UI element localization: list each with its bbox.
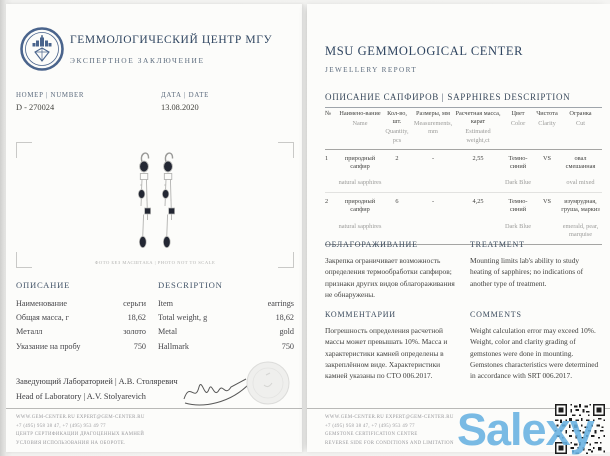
desc-row: [158, 340, 294, 354]
col-header-clarity: Чистота Clarity: [536, 110, 558, 128]
desc-label: Item: [158, 299, 174, 308]
desc-label: Наименование: [16, 299, 68, 308]
cell-color-en: Dark Blue: [504, 222, 532, 230]
comments-section-ru: [325, 310, 463, 381]
cell-weight: 4,25: [472, 198, 484, 206]
msu-logo-seal-icon: [19, 26, 65, 72]
table-row-translation: [325, 179, 602, 187]
cell-name-en: natural sapphires: [338, 222, 382, 230]
footer-conditions-ru: УСЛОВИЯ ИСПОЛЬЗОВАНИЯ НА ОБОРОТЕ.: [16, 440, 126, 446]
treatment-section-en: [470, 240, 602, 289]
col-header-quantity: Кол-во, шт. Quantity, pcs: [385, 110, 409, 144]
comments-body-en: Weight calculation error may exceed 10%. Weight, color and clarity grading of gemstones were done in mounting. Gemstones characteristics were determined in accordance with SRT 006.2017.: [470, 326, 599, 380]
col-header-cut: Огранка Cut: [569, 110, 592, 128]
cell-quantity: 2: [395, 154, 399, 162]
desc-label: Metal: [158, 327, 178, 337]
desc-row: [158, 325, 294, 339]
desc-row: [16, 340, 146, 354]
description-column-en: [158, 280, 294, 354]
desc-label: Hallmark: [158, 341, 189, 351]
sapphires-table-header: [325, 110, 602, 150]
cell-num: 1: [325, 154, 329, 162]
cell-clarity: VS: [542, 154, 552, 162]
footer-phones: +7 (495) 958 38 47, +7 (495) 953 49 77: [16, 423, 106, 429]
desc-row: [16, 297, 146, 311]
desc-row: [16, 311, 146, 325]
photo-caption: ФОТО БЕЗ МАСШТАБА | PHOTO NOT TO SCALE: [94, 260, 216, 265]
number-value: D - 270024: [16, 103, 55, 112]
description-column-ru: [16, 280, 146, 354]
desc-value: 750: [281, 341, 294, 351]
lab-stamp-seal: [244, 359, 292, 407]
cell-cut-ru: изумрудная, груша, маркиз: [561, 198, 600, 214]
cell-size: -: [431, 198, 435, 206]
cell-name-en: natural sapphires: [338, 179, 382, 187]
desc-label: Total weight, g: [158, 313, 208, 323]
treatment-body-en: Mounting limits lab's ability to study heating of sapphires; no indications of another type of treatment.: [470, 256, 584, 288]
desc-value: 18,62: [275, 313, 294, 323]
cell-color-en: Dark Blue: [504, 179, 532, 187]
report-number-block: [16, 92, 84, 112]
salexy-watermark: Salexy: [457, 404, 594, 455]
footer-centre-name-ru: ЦЕНТР СЕРТИФИКАЦИИ ДРАГОЦЕННЫХ КАМНЕЙ: [16, 432, 145, 438]
cell-name-ru: природный сапфир: [344, 198, 376, 214]
treatment-body-ru: Закрепка ограничивает возможность определения термообработки сапфиров; признаки других видов облагораживания не обнаружены.: [325, 256, 455, 299]
org-subtitle-ru: ЭКСПЕРТНОЕ ЗАКЛЮЧЕНИЕ: [70, 56, 205, 65]
footer-conditions-en: REVERSE SIDE FOR CONDITIONS AND LIMITATION: [325, 440, 454, 446]
cell-color-ru: Темно-синий: [508, 154, 528, 170]
treatment-section-ru: [325, 240, 463, 300]
org-title-en: MSU GEMMOLOGICAL CENTER: [325, 44, 524, 58]
certificate-page-left: [6, 4, 302, 452]
date-value: 13.08.2020: [161, 103, 199, 112]
desc-label: Общая масса, г: [16, 313, 70, 323]
desc-row: [158, 311, 294, 325]
item-photo-frame: [16, 142, 294, 268]
desc-value: earrings: [267, 299, 294, 308]
cell-size: -: [431, 154, 435, 162]
crop-corner-icon: [278, 142, 294, 158]
desc-label: Металл: [16, 327, 43, 337]
col-header-weight: Расчетная масса, карат Estimated weight,ct: [455, 110, 501, 144]
desc-label: Указание на пробу: [16, 341, 81, 351]
desc-row: [158, 297, 294, 311]
cell-cut-en: oval mixed: [566, 179, 595, 187]
cell-cut-ru: овал смешанная: [565, 154, 596, 170]
cell-weight: 2,55: [472, 154, 484, 162]
desc-value: 18,62: [127, 313, 146, 323]
table-row: [325, 193, 602, 245]
org-title-ru: ГЕММОЛОГИЧЕСКИЙ ЦЕНТР МГУ: [70, 34, 273, 46]
desc-value: 750: [133, 341, 146, 351]
description-heading-ru: ОПИСАНИЕ: [16, 280, 71, 290]
org-subtitle-en: JEWELLERY REPORT: [325, 66, 418, 74]
footer-web-email: WWW.GEM-CENTER.RU EXPERT@GEM-CENTER.RU: [325, 415, 454, 420]
crop-corner-icon: [16, 142, 32, 158]
comments-section-en: [470, 310, 602, 381]
comments-heading-ru: КОММЕНТАРИИ: [325, 310, 396, 319]
table-row: [325, 150, 602, 194]
page-footer-left: [6, 408, 302, 448]
cell-num: 2: [325, 198, 329, 206]
treatment-heading-en: TREATMENT: [470, 240, 525, 249]
signatory-line-ru: Заведующий Лабораторией | А.В. Столяревич: [16, 377, 178, 386]
date-label: ДАТА | DATE: [161, 92, 210, 99]
col-header-measurements: Размеры, мм Measurements, mm: [413, 110, 453, 136]
description-heading-en: DESCRIPTION: [158, 280, 223, 290]
desc-value: gold: [279, 327, 294, 337]
col-header-name: Наимено-вание Name: [339, 110, 381, 128]
col-header-color: Цвет Color: [510, 110, 526, 128]
comments-body-ru: Погрешность определения расчетной массы может превышать 10%. Масса и характеристики камней определены в закреплённом виде. Характеристики камней указаны по СТО 006.2017.: [325, 326, 448, 380]
cell-name-ru: природный сапфир: [344, 154, 376, 170]
desc-row: [16, 325, 146, 339]
footer-centre-name-en: GEMSTONE CERTIFICATION CENTRE: [325, 432, 418, 438]
table-row-main: [325, 198, 602, 214]
sapphires-table: [325, 110, 602, 245]
number-label: НОМЕР | NUMBER: [16, 92, 85, 99]
cell-color-ru: Темно-синий: [508, 198, 528, 214]
sapphires-section-heading: ОПИСАНИЕ САПФИРОВ | SAPPHIRES DESCRIPTION: [325, 92, 602, 108]
signature-scribble: [178, 372, 254, 410]
comments-heading-en: COMMENTS: [470, 310, 522, 319]
col-header-num: №: [325, 110, 332, 117]
signatory-block: [16, 374, 196, 404]
cell-cut-en: emerald, pear, marquise: [562, 222, 599, 238]
desc-value: серьги: [123, 299, 146, 308]
cell-clarity: VS: [542, 198, 552, 206]
report-date-block: [161, 92, 209, 112]
cell-quantity: 6: [395, 198, 399, 206]
signatory-line-en: Head of Laboratory | A.V. Stolyarevich: [16, 392, 146, 401]
certificate-page-right: [307, 4, 610, 455]
desc-value: золото: [123, 327, 146, 337]
earrings-photo: [116, 148, 194, 252]
footer-phones: +7 (495) 958 38 47, +7 (495) 953 49 77: [325, 423, 415, 429]
footer-web-email: WWW.GEM-CENTER.RU EXPERT@GEM-CENTER.RU: [16, 415, 145, 420]
treatment-heading-ru: ОБЛАГОРАЖИВАНИЕ: [325, 240, 418, 249]
table-row-main: [325, 155, 602, 171]
table-row-translation: [325, 223, 602, 239]
